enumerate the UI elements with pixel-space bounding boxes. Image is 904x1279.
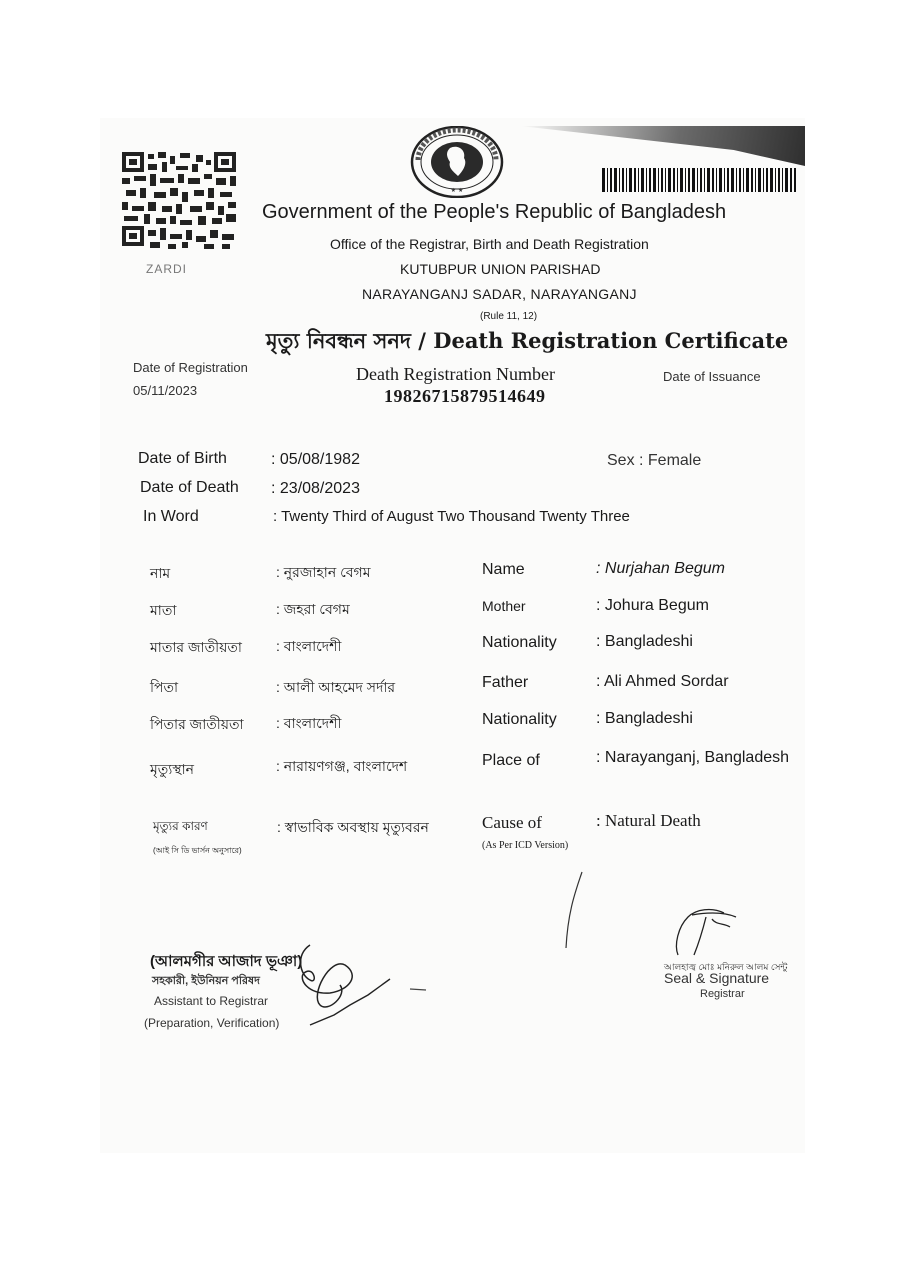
name-en-label: Name <box>482 561 525 578</box>
mother-nationality-en-value: : Bangladeshi <box>596 633 693 650</box>
office-heading: Office of the Registrar, Birth and Death Registration <box>330 236 649 252</box>
registration-date-value: 05/11/2023 <box>133 383 198 398</box>
mother-nationality-bn-label: মাতার জাতীয়তা <box>150 639 242 655</box>
death-date-value: : 23/08/2023 <box>271 480 360 497</box>
father-bn-label: পিতা <box>150 679 179 695</box>
death-place-en-label: Place of <box>482 752 540 769</box>
qr-caption: ZARDI <box>146 262 187 276</box>
death-place-en-value: : Narayanganj, Bangladesh <box>596 749 790 766</box>
cause-bn-note: (আই সি ডি ভার্সন অনুসারে) <box>153 846 242 855</box>
seal-signature-label: Seal & Signature <box>664 970 770 986</box>
mother-en-value: : Johura Begum <box>596 597 709 614</box>
ink-dash <box>408 985 428 993</box>
assistant-signature <box>290 935 400 1030</box>
assistant-title-en: Assistant to Registrar <box>154 994 269 1008</box>
father-nationality-en-label: Nationality <box>482 711 557 728</box>
mother-en-label: Mother <box>482 598 526 614</box>
mother-nationality-en-label: Nationality <box>482 634 557 651</box>
svg-text:★ ★: ★ ★ <box>450 187 464 194</box>
registrar-signature <box>672 905 742 960</box>
union-heading: KUTUBPUR UNION PARISHAD <box>400 261 601 277</box>
rule-reference: (Rule 11, 12) <box>480 311 538 322</box>
cause-bn-value: : স্বাভাবিক অবস্থায় মৃত্যুবরন <box>277 819 429 835</box>
mother-bn-value: : জহরা বেগম <box>276 601 350 617</box>
father-nationality-bn-label: পিতার জাতীয়তা <box>150 716 244 732</box>
registration-number-label: Death Registration Number <box>356 364 555 384</box>
father-en-value: : Ali Ahmed Sordar <box>596 673 729 690</box>
birth-date-value: : 05/08/1982 <box>271 451 360 468</box>
certificate-title: মৃত্যু নিবন্ধন সনদ / Death Registration Certificate <box>266 328 789 353</box>
cause-en-note: (As Per ICD Version) <box>482 840 569 851</box>
in-word-value: : Twenty Third of August Two Thousand Twenty Three <box>273 508 630 525</box>
name-bn-label: নাম <box>150 565 171 581</box>
father-nationality-en-value: : Bangladeshi <box>596 710 693 727</box>
father-bn-value: : আলী আহমেদ সর্দার <box>276 679 396 695</box>
barcode <box>602 168 796 192</box>
assistant-name: (আলমগীর আজাদ ভূঞা) <box>150 953 303 970</box>
death-place-bn-label: মৃত্যুস্থান <box>150 761 195 777</box>
registrar-label: Registrar <box>700 988 745 1000</box>
qr-code <box>118 150 240 250</box>
sex-field: Sex : Female <box>607 452 702 469</box>
pen-mark <box>560 870 590 950</box>
registrar-name-bn: আলহাজ্ব মোঃ মনিরুল আলম সেন্টু <box>664 962 788 972</box>
birth-date-label: Date of Birth <box>138 450 227 467</box>
name-bn-value: : নুরজাহান বেগম <box>276 564 371 580</box>
mother-bn-label: মাতা <box>150 602 177 618</box>
mother-nationality-bn-value: : বাংলাদেশী <box>276 638 342 654</box>
cause-bn-label: মৃত্যুর কারণ <box>153 819 208 833</box>
assistant-subtitle: (Preparation, Verification) <box>144 1016 280 1030</box>
death-place-bn-value: : নারায়ণগঞ্জ, বাংলাদেশ <box>276 758 408 774</box>
issuance-date-label: Date of Issuance <box>663 369 761 384</box>
in-word-label: In Word <box>143 508 199 525</box>
registration-date-label: Date of Registration <box>133 360 248 375</box>
father-en-label: Father <box>482 674 529 691</box>
cause-en-label: Cause of <box>482 813 542 832</box>
government-emblem <box>410 126 504 198</box>
government-heading: Government of the People's Republic of Bangladesh <box>262 201 727 223</box>
assistant-title-bn: সহকারী, ইউনিয়ন পরিষদ <box>152 975 260 987</box>
death-date-label: Date of Death <box>140 479 239 496</box>
name-en-value: : Nurjahan Begum <box>596 560 725 577</box>
upazila-heading: NARAYANGANJ SADAR, NARAYANGANJ <box>362 286 637 302</box>
registration-number-value: 19826715879514649 <box>384 386 546 406</box>
father-nationality-bn-value: : বাংলাদেশী <box>276 715 342 731</box>
cause-en-value: : Natural Death <box>596 811 701 830</box>
